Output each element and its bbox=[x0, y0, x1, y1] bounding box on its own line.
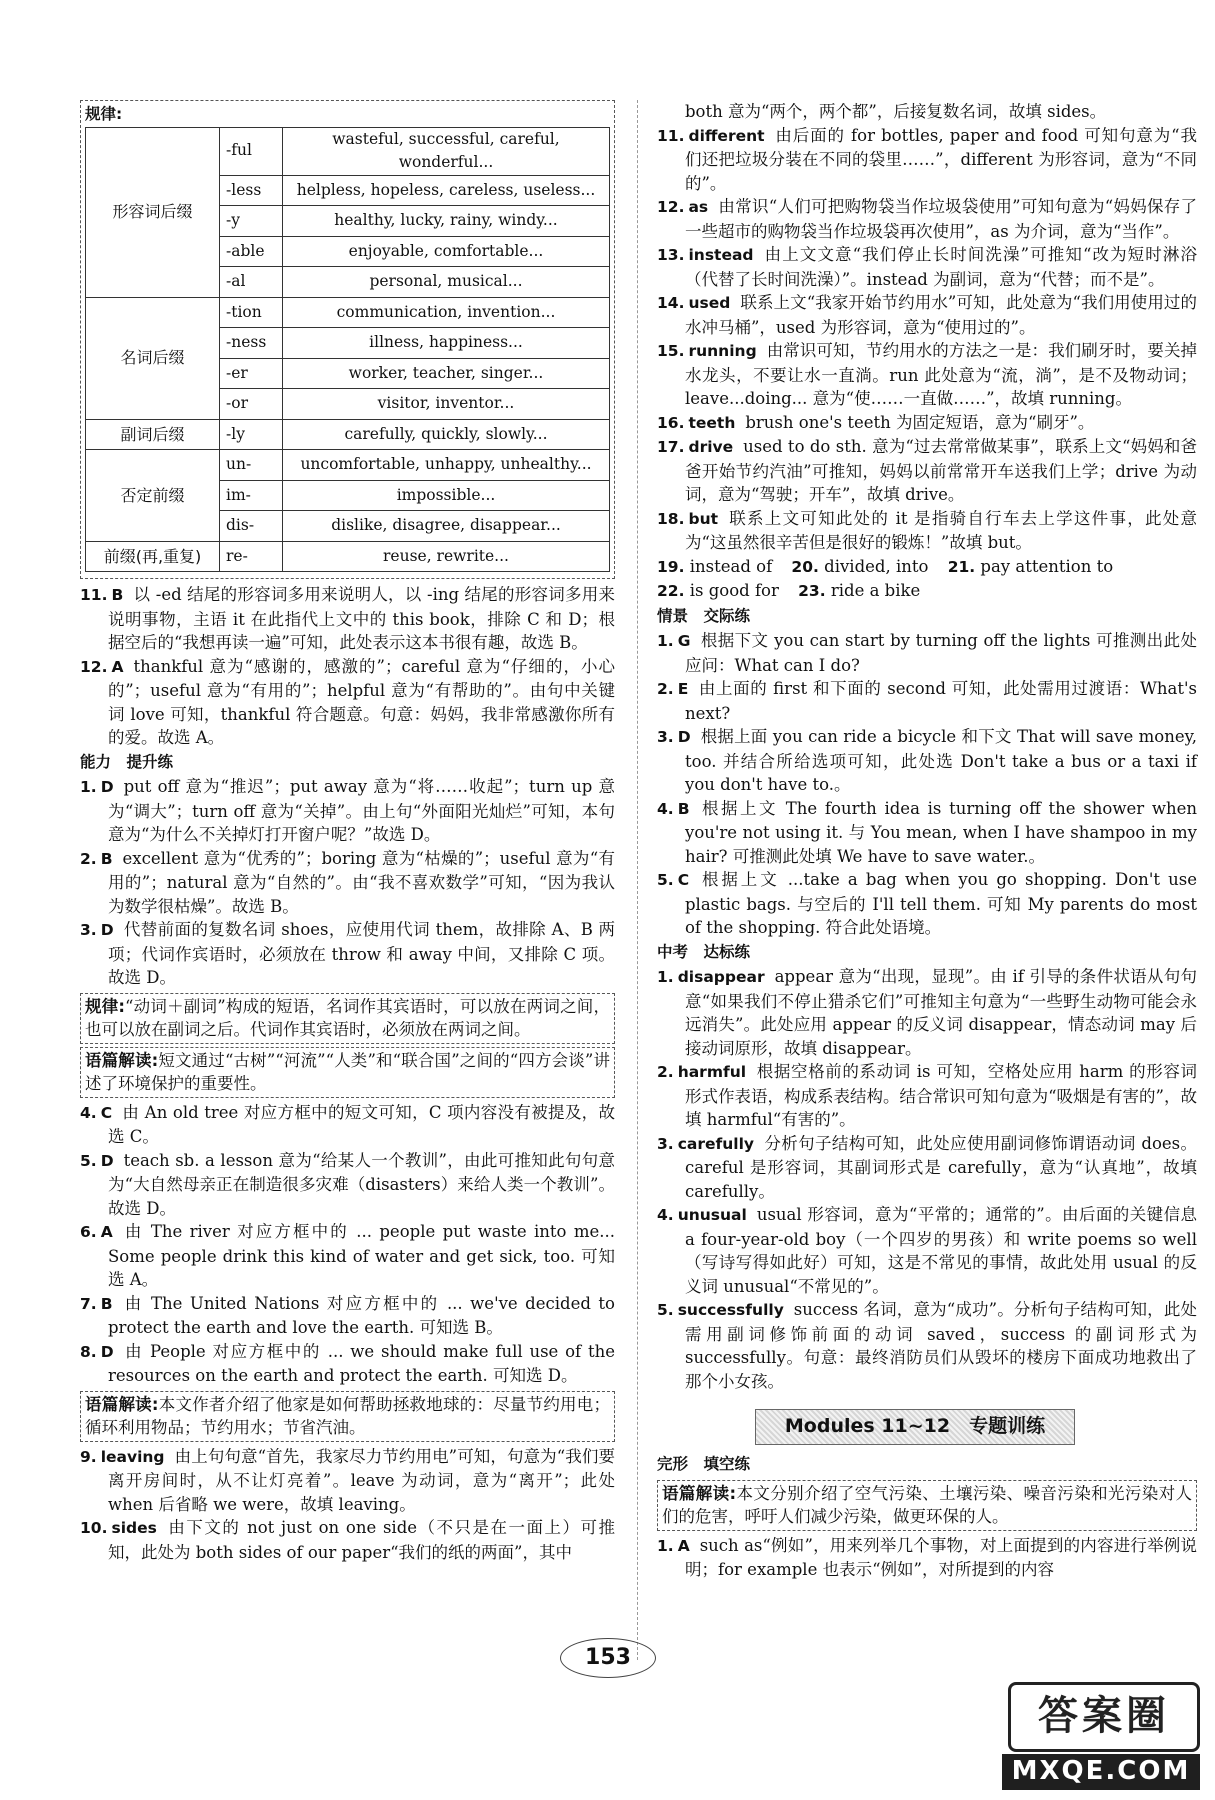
module-banner: Modules 11~12 专题训练 bbox=[755, 1409, 1075, 1445]
item-answer: harmful bbox=[677, 1063, 747, 1081]
affix: -er bbox=[220, 358, 283, 389]
section-heading-cloze: 完形 填空练 bbox=[657, 1455, 751, 1473]
affix: -less bbox=[220, 175, 283, 206]
item-explanation: 由 The United Nations 对应方框中的 ... we've decided to protect the earth and love the earth. 可知选 B。 bbox=[108, 1293, 615, 1337]
item-answer: D bbox=[100, 1342, 114, 1361]
section-heading-exam: 中考 达标练 bbox=[657, 942, 751, 961]
item-answer: G bbox=[677, 632, 691, 650]
item-number: 1. bbox=[80, 778, 97, 796]
answer-item bbox=[657, 868, 1197, 940]
item-explanation: thankful 意为“感谢的，感激的”；careful 意为“仔细的，小心的”；useful 意为“有用的”；helpful 意为“有帮助的”。由句中关键词 love 可知，thankful 符合题意。句意：妈妈，我非常感激你所有的爱。故选 A。 bbox=[108, 656, 615, 747]
answer-item bbox=[657, 629, 1197, 677]
item-number: 5. bbox=[657, 1301, 674, 1319]
answer-item bbox=[657, 725, 1197, 797]
item-answer: instead bbox=[688, 246, 754, 264]
section-heading-situation: 情景 交际练 bbox=[657, 606, 751, 625]
item-number: 4. bbox=[657, 1206, 674, 1224]
affix-examples: reuse, rewrite... bbox=[283, 541, 610, 572]
item-explanation: put off 意为“推迟”；put away 意为“将……收起”；turn up 意为“调大”；turn off 意为“关掉”。由上句“外面阳光灿烂”可知，本句意为“为什么不关掉灯打开窗户呢？”故选 D。 bbox=[108, 777, 615, 844]
affix-examples: wasteful, successful, careful, wonderful... bbox=[283, 127, 610, 175]
affix-table bbox=[85, 127, 610, 573]
item-explanation: 根据上文 ...take a bag when you go shopping. Don't use plastic bags. 与空后的 I'll tell them. 可知 My parents do most of the shopping. 符合此处语境。 bbox=[685, 870, 1197, 937]
rule-note-label: 规律: bbox=[85, 996, 126, 1016]
continued-text: both 意为“两个，两个都”，后接复数名词，故填 sides。 bbox=[685, 102, 1107, 121]
item-answer: leaving bbox=[100, 1447, 165, 1466]
answer-item bbox=[657, 243, 1197, 291]
item-explanation: 联系上文可知此处的 it 是指骑自行车去上学这件事，此处意为“这虽然很辛苦但是很好的锻炼！”故填 but。 bbox=[685, 508, 1197, 552]
item-number: 3. bbox=[80, 921, 97, 939]
passage-note-label: 语篇解读: bbox=[662, 1483, 737, 1503]
section-heading-ability: 能力 提升练 bbox=[80, 752, 174, 771]
passage-note-label: 语篇解读: bbox=[85, 1050, 159, 1070]
rules-box bbox=[80, 100, 615, 579]
item-explanation: usual 形容词，意为“平常的；通常的”。由后面的关键信息 a four-year-old boy（一个四岁的男孩）和 write poems so well（写诗写得如此好）可知，这是不常见的事情，故此处用 usual 的反义词 unusual“不常见的”。 bbox=[685, 1205, 1197, 1296]
affix: -tion bbox=[220, 297, 283, 328]
column-divider bbox=[637, 100, 638, 1660]
item-answer: D bbox=[677, 728, 691, 746]
item-number: 13. bbox=[657, 246, 685, 264]
item-number: 3. bbox=[657, 728, 674, 746]
answer-item bbox=[80, 1516, 615, 1564]
item-explanation: used to do sth. 意为“过去常常做某事”，联系上文“妈妈和爸爸开始节约汽油”可推知，妈妈以前常常开车送我们上学；drive 为动词，意为“驾驶；开车”，故填 drive。 bbox=[685, 437, 1197, 504]
item-number: 2. bbox=[80, 849, 97, 868]
item-explanation: 由 People 对应方框中的 ... we should make full use of the resources on the earth and protect the earth. 可知选 D。 bbox=[108, 1341, 615, 1385]
item-explanation: 由常识“人们可把购物袋当作垃圾袋使用”可知句意为“妈妈保存了一些超市的购物袋当作垃圾袋再次使用”，as 为介词，意为“当作”。 bbox=[685, 197, 1197, 241]
affix-examples: communication, invention... bbox=[283, 297, 610, 328]
item-explanation: such as“例如”，用来列举几个事物，对上面提到的内容进行举例说明；for example 也表示“例如”，对所提到的内容 bbox=[685, 1535, 1197, 1579]
item-answer: A bbox=[677, 1536, 690, 1555]
item-explanation: 分析句子结构可知，此处应使用副词修饰谓语动词 does。careful 是形容词，其副词形式是 carefully，意为“认真地”，故填 carefully。 bbox=[685, 1133, 1197, 1201]
item-explanation: teach sb. a lesson 意为“给某人一个教训”，由此可推知此句句意为“大自然母亲正在制造很多灾难（disasters）来给人类一个教训”。故选 D。 bbox=[108, 1150, 615, 1218]
left-column bbox=[80, 100, 615, 1564]
answer-item bbox=[80, 847, 615, 919]
item-number: 7. bbox=[80, 1294, 97, 1313]
answer-item bbox=[657, 1060, 1197, 1132]
item-explanation: 由上句句意“首先，我家尽力节约用电”可知，句意为“我们要离开房间时，从不让灯亮着”。leave 为动词，意为“离开”；此处 when 后省略 we were，故填 leaving。 bbox=[108, 1446, 615, 1514]
affix: -able bbox=[220, 236, 283, 267]
answer-item bbox=[80, 1340, 615, 1388]
page-number: 153 bbox=[560, 1638, 656, 1678]
passage-note bbox=[80, 1391, 615, 1442]
affix-examples: worker, teacher, singer... bbox=[283, 358, 610, 389]
item-number: 6. bbox=[80, 1223, 97, 1241]
answer-item bbox=[657, 291, 1197, 339]
item-number: 11. bbox=[657, 126, 685, 145]
item-number: 15. bbox=[657, 342, 685, 360]
item-answer: C bbox=[677, 871, 690, 889]
item-number: 23. bbox=[798, 582, 826, 600]
item-explanation: 根据上面 you can ride a bicycle 和下文 That will save money, too. 并结合所给选项可知，此处选 Don't take a bus or a taxi if you don't have to.。 bbox=[685, 727, 1197, 794]
item-answer: B bbox=[100, 849, 113, 868]
answer-item bbox=[657, 507, 1197, 555]
item-number: 22. bbox=[657, 582, 685, 600]
item-explanation: 联系上文“我家开始节约用水”可知，此处意为“我们用使用过的水冲马桶”，used 为形容词，意为“使用过的”。 bbox=[685, 293, 1197, 337]
affix-group-name: 形容词后缀 bbox=[86, 127, 220, 297]
item-number: 3. bbox=[657, 1134, 674, 1153]
item-number: 9. bbox=[80, 1447, 97, 1466]
item-answer: different bbox=[688, 126, 765, 145]
affix: -y bbox=[220, 206, 283, 237]
answer-item bbox=[80, 1101, 615, 1149]
item-explanation: 根据上文 The fourth idea is turning off the shower when you're not using it. 与 You mean, when I have shampoo in my hair? 可推测此处填 We have to save water.。 bbox=[685, 798, 1197, 866]
answer-item bbox=[657, 411, 1197, 436]
item-answer: is good for bbox=[689, 581, 779, 600]
affix-row bbox=[86, 127, 610, 175]
answer-item bbox=[657, 1203, 1197, 1298]
affix: im- bbox=[220, 480, 283, 511]
item-explanation: excellent 意为“优秀的”；boring 意为“枯燥的”；useful 意为“有用的”；natural 意为“自然的”。由“我不喜欢数学”可知，“因为我认为数学很枯燥”。故选 B。 bbox=[108, 848, 615, 916]
item-answer: disappear bbox=[677, 968, 765, 986]
item-explanation: appear 意为“出现，显现”。由 if 引导的条件状语从句句意“如果我们不停止猎杀它们”可推知主句意为“一些野生动物可能会永远消失”。此处应用 appear 的反义词 disappear，情态动词 may 后接动词原形，故填 disappear。 bbox=[685, 967, 1197, 1058]
answer-item bbox=[657, 124, 1197, 196]
item-explanation: 代替前面的复数名词 shoes，应使用代词 them，故排除 A、B 两项；代词作宾语时，必须放在 throw 和 away 中间，又排除 C 项。故选 D。 bbox=[108, 920, 615, 987]
item-number: 12. bbox=[657, 198, 685, 216]
item-answer: as bbox=[688, 198, 709, 216]
affix-examples: personal, musical... bbox=[283, 267, 610, 298]
rule-note-text: “动词＋副词”构成的短语，名词作其宾语时，可以放在两词之间，也可以放在副词之后。代词作其宾语时，必须放在两词之间。 bbox=[85, 996, 610, 1039]
item-answer: drive bbox=[688, 438, 734, 456]
item-number: 10. bbox=[80, 1519, 108, 1537]
passage-note bbox=[80, 1047, 615, 1098]
affix-examples: dislike, disagree, disappear... bbox=[283, 511, 610, 542]
item-explanation: 根据空格前的系动词 is 可知，空格处应用 harm 的形容词形式作表语，构成系表结构。结合常识可知句意为“吸烟是有害的”，故填 harmful“有害的”。 bbox=[685, 1062, 1197, 1129]
affix-examples: enjoyable, comfortable... bbox=[283, 236, 610, 267]
item-number: 1. bbox=[657, 632, 674, 650]
affix-group-name: 名词后缀 bbox=[86, 297, 220, 419]
item-answer: instead of bbox=[689, 556, 773, 576]
item-answer: E bbox=[677, 680, 689, 698]
item-number: 12. bbox=[80, 657, 108, 676]
affix-examples: helpless, hopeless, careless, useless... bbox=[283, 175, 610, 206]
affix: -ful bbox=[220, 127, 283, 175]
answer-list bbox=[657, 124, 1197, 555]
affix-examples: uncomfortable, unhappy, unhealthy... bbox=[283, 450, 610, 481]
passage-note bbox=[657, 1480, 1197, 1531]
item-number: 20. bbox=[791, 557, 819, 576]
item-explanation: 由后面的 for bottles, paper and food 可知句意为“我们还把垃圾分装在不同的袋里……”，different 为形容词，意为“不同的”。 bbox=[685, 125, 1197, 193]
answer-item bbox=[80, 655, 615, 750]
answer-list bbox=[80, 1445, 615, 1565]
item-explanation: 以 -ed 结尾的形容词多用来说明人，以 -ing 结尾的形容词多用来说明事物，主语 it 在此指代上文中的 this book，排除 C 和 D；根据空后的“我想再读一遍”可知，此处表示这本书很有趣，故选 B。 bbox=[108, 585, 615, 652]
item-number: 2. bbox=[657, 680, 674, 698]
answer-item bbox=[657, 797, 1197, 869]
item-answer: sides bbox=[111, 1519, 157, 1537]
affix-examples: impossible... bbox=[283, 480, 610, 511]
answer-item bbox=[657, 339, 1197, 411]
item-number: 8. bbox=[80, 1342, 97, 1361]
answer-item bbox=[80, 583, 615, 655]
item-number: 4. bbox=[657, 799, 674, 818]
item-answer: but bbox=[688, 509, 719, 528]
short-answers-line bbox=[657, 579, 1197, 604]
affix-examples: healthy, lucky, rainy, windy... bbox=[283, 206, 610, 237]
answer-list bbox=[80, 1101, 615, 1388]
passage-note-label: 语篇解读: bbox=[85, 1394, 159, 1414]
item-number: 5. bbox=[657, 871, 674, 889]
item-answer: pay attention to bbox=[980, 556, 1114, 576]
affix-row bbox=[86, 541, 610, 572]
answer-item bbox=[80, 775, 615, 847]
item-answer: ride a bike bbox=[830, 581, 921, 600]
item-answer: B bbox=[111, 586, 124, 604]
watermark-url: MXQE.COM bbox=[1002, 1754, 1200, 1790]
answer-item bbox=[657, 1132, 1197, 1204]
short-answers-line bbox=[657, 555, 1197, 580]
affix: -al bbox=[220, 267, 283, 298]
answer-list bbox=[80, 775, 615, 990]
answer-item bbox=[657, 435, 1197, 507]
item-answer: D bbox=[100, 921, 114, 939]
right-column bbox=[657, 100, 1197, 1582]
item-explanation: success 名词，意为“成功”。分析句子结构可知，此处需用副词修饰前面的动词 saved，success 的副词形式为 successfully。句意：最终消防员们从毁坏的楼房下面成功地救出了那个小女孩。 bbox=[685, 1300, 1197, 1391]
item-number: 17. bbox=[657, 438, 685, 456]
affix-group-name: 副词后缀 bbox=[86, 419, 220, 450]
item-number: 21. bbox=[947, 557, 976, 576]
item-number: 18. bbox=[657, 509, 685, 528]
rule-note bbox=[80, 993, 615, 1044]
answer-item bbox=[80, 1149, 615, 1221]
item-answer: divided, into bbox=[824, 556, 929, 576]
answer-item bbox=[80, 918, 615, 990]
affix-examples: visitor, inventor... bbox=[283, 389, 610, 420]
item-answer: D bbox=[100, 778, 114, 796]
item-answer: A bbox=[100, 1223, 113, 1241]
watermark-logo bbox=[1002, 1682, 1200, 1794]
item-number: 4. bbox=[80, 1103, 97, 1122]
item-number: 2. bbox=[657, 1063, 674, 1081]
answer-item bbox=[80, 1292, 615, 1340]
item-answer: teeth bbox=[688, 413, 736, 432]
passage-note-text: 本文分别介绍了空气污染、土壤污染、噪音污染和光污染对人们的危害，呼吁人们减少污染，做更环保的人。 bbox=[662, 1483, 1192, 1526]
answer-item bbox=[657, 677, 1197, 725]
item-answer: used bbox=[688, 294, 731, 312]
rules-heading: 规律: bbox=[85, 105, 123, 123]
affix: -ness bbox=[220, 328, 283, 359]
affix-examples: carefully, quickly, slowly... bbox=[283, 419, 610, 450]
affix-row bbox=[86, 450, 610, 481]
answer-list bbox=[80, 583, 615, 750]
watermark-mark: 答案圈 bbox=[1008, 1682, 1200, 1752]
item-answer: successfully bbox=[677, 1301, 784, 1319]
item-number: 14. bbox=[657, 294, 685, 312]
item-explanation: 根据下文 you can start by turning off the lights 可推测出此处应问：What can I do? bbox=[685, 631, 1197, 675]
answer-item bbox=[657, 1298, 1197, 1393]
affix: dis- bbox=[220, 511, 283, 542]
item-answer: running bbox=[688, 342, 757, 360]
affix-row bbox=[86, 419, 610, 450]
affix-group-name: 前缀(再,重复) bbox=[86, 541, 220, 572]
affix-examples: illness, happiness... bbox=[283, 328, 610, 359]
item-number: 1. bbox=[657, 968, 674, 986]
answer-item bbox=[657, 195, 1197, 243]
item-answer: B bbox=[100, 1294, 113, 1313]
answer-list bbox=[657, 965, 1197, 1393]
passage-note-text: 本文作者介绍了他家是如何帮助拯救地球的：尽量节约用电；循环利用物品；节约用水；节省汽油。 bbox=[85, 1394, 611, 1437]
answer-list bbox=[657, 629, 1197, 940]
item-number: 11. bbox=[80, 586, 108, 604]
passage-note-text: 短文通过“古树”“河流”“人类”和“联合国”之间的“四方会谈”讲述了环境保护的重要性。 bbox=[85, 1050, 610, 1093]
item-answer: carefully bbox=[677, 1134, 754, 1153]
item-answer: D bbox=[100, 1151, 114, 1170]
item-answer: B bbox=[677, 799, 690, 818]
affix: re- bbox=[220, 541, 283, 572]
item-explanation: brush one's teeth 为固定短语，意为“刷牙”。 bbox=[745, 412, 1095, 432]
answer-item bbox=[657, 965, 1197, 1060]
answer-item bbox=[80, 1445, 615, 1517]
answer-item bbox=[657, 1534, 1197, 1582]
item-answer: unusual bbox=[677, 1206, 747, 1224]
item-answer: C bbox=[100, 1103, 113, 1122]
affix-row bbox=[86, 297, 610, 328]
affix: -ly bbox=[220, 419, 283, 450]
item-explanation: 由 The river 对应方框中的 ... people put waste into me... Some people drink this kind of water and get sick, too. 可知选 A。 bbox=[108, 1222, 615, 1289]
item-answer: A bbox=[111, 657, 124, 676]
item-explanation: 由下文的 not just on one side（不只是在一面上）可推知，此处为 both sides of our paper“我们的纸的两面”，其中 bbox=[108, 1518, 615, 1562]
item-number: 19. bbox=[657, 557, 685, 576]
answer-list bbox=[657, 1534, 1197, 1582]
item-explanation: 由常识可知，节约用水的方法之一是：我们刷牙时，要关掉水龙头，不要让水一直淌。run 此处意为“流，淌”，是不及物动词；leave...doing... 意为“使……一直做……”，故填 running。 bbox=[685, 341, 1197, 408]
affix: -or bbox=[220, 389, 283, 420]
answer-item bbox=[80, 1220, 615, 1292]
item-explanation: 由上面的 first 和下面的 second 可知，此处需用过渡语：What's next? bbox=[685, 679, 1197, 723]
item-number: 1. bbox=[657, 1536, 674, 1555]
item-number: 5. bbox=[80, 1151, 97, 1170]
affix-group-name: 否定前缀 bbox=[86, 450, 220, 542]
item-number: 16. bbox=[657, 413, 685, 432]
affix: un- bbox=[220, 450, 283, 481]
item-explanation: 由 An old tree 对应方框中的短文可知，C 项内容没有被提及，故选 C。 bbox=[108, 1102, 615, 1146]
item-explanation: 由上文文意“我们停止长时间洗澡”可推知“改为短时淋浴（代替了长时间洗澡）”。instead 为副词，意为“代替；而不是”。 bbox=[685, 245, 1197, 289]
